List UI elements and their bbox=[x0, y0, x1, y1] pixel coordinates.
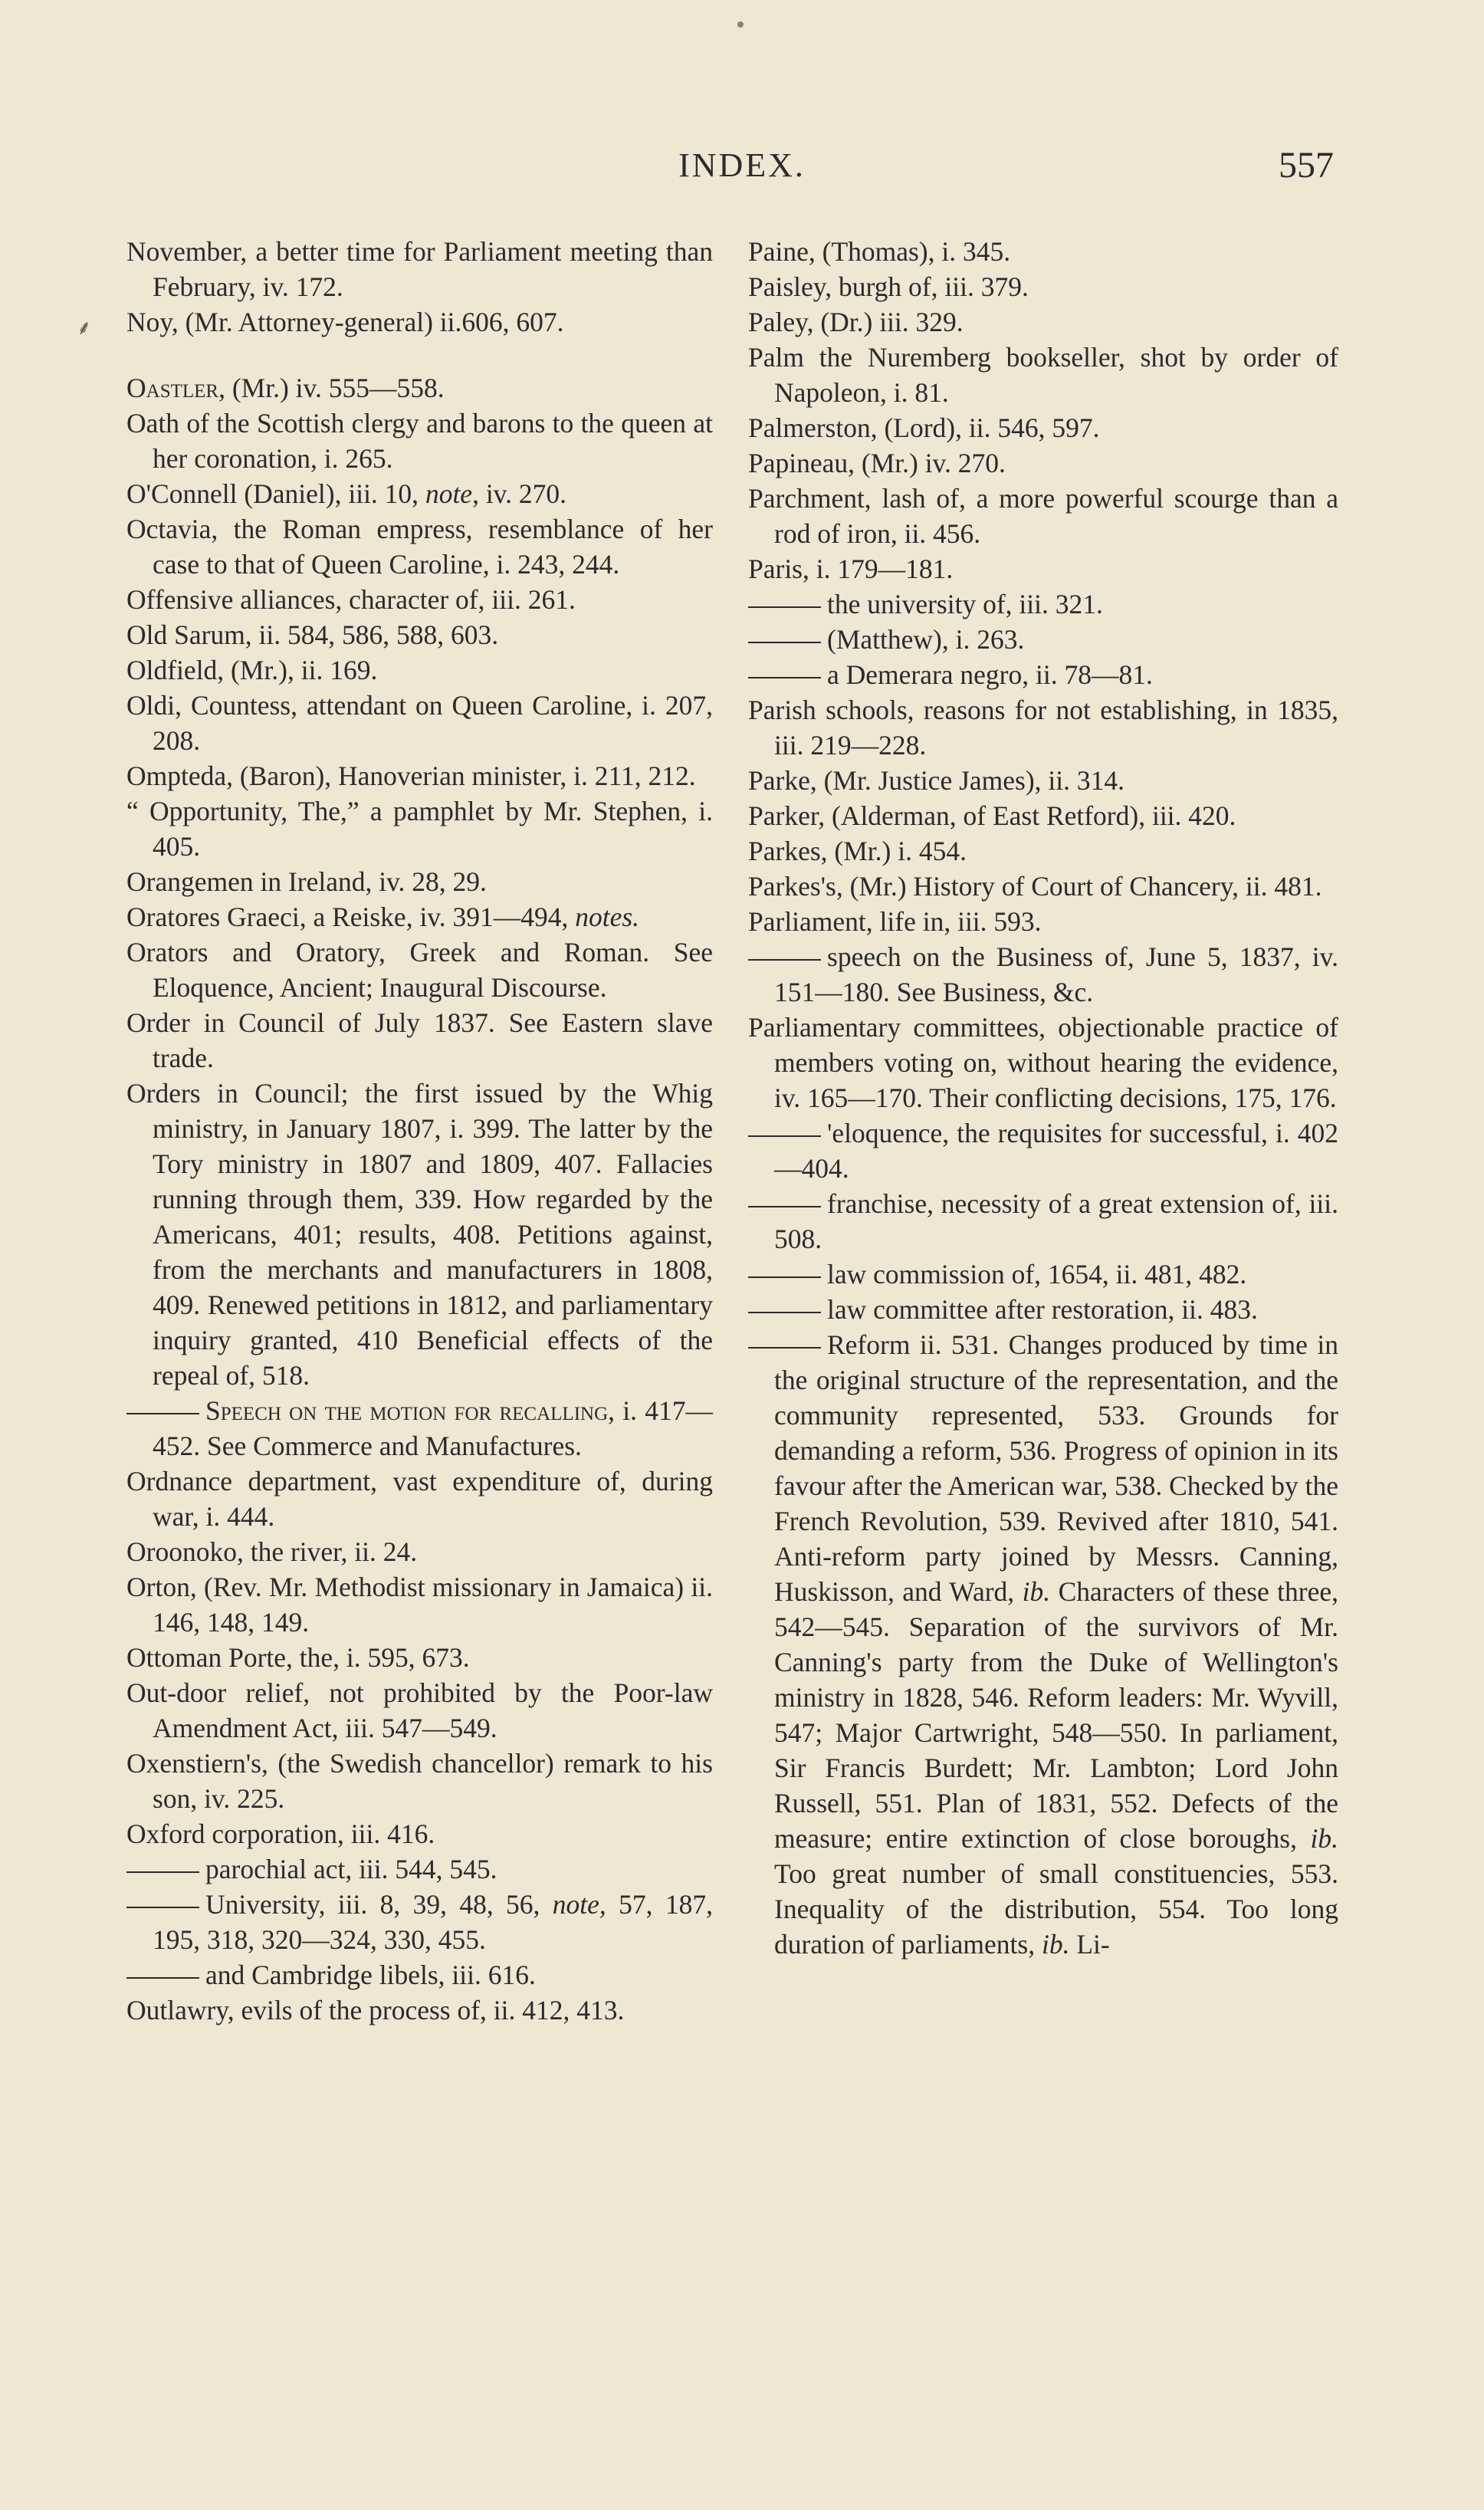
entry-text: speech on the Business of, June 5, 1837, iv. 151—180. See Business, &c. bbox=[774, 941, 1338, 1007]
index-subentry bbox=[748, 1115, 1338, 1186]
entry-italic: ib. bbox=[1042, 1929, 1070, 1960]
index-entry: Paley, (Dr.) iii. 329. bbox=[748, 307, 964, 337]
index-entry bbox=[126, 899, 713, 935]
entry-text: 'eloquence, the requisites for successful, i. 402—404. bbox=[774, 1118, 1338, 1184]
index-subentry bbox=[126, 1887, 713, 1957]
ditto-rule bbox=[748, 1312, 821, 1313]
ditto-rule bbox=[126, 1907, 199, 1908]
entry-text: Too great number of small constituencies, 553. Inequality of the distribution, 554. Too long duration of parliaments, bbox=[774, 1858, 1338, 1960]
index-entry: Parliamentary committees, objectionable practice of members voting on, without hearing the evidence, iv. 165—170. Their conflicting decisions, 175, 176. bbox=[748, 1012, 1338, 1113]
entry-text: a Demerara negro, ii. 78—81. bbox=[827, 659, 1153, 690]
index-entry bbox=[126, 476, 713, 511]
index-subentry bbox=[126, 1851, 713, 1887]
index-entry: Parke, (Mr. Justice James), ii. 314. bbox=[748, 765, 1125, 796]
index-entry: Oldi, Countess, attendant on Queen Caroline, i. 207, 208. bbox=[126, 690, 713, 756]
index-subentry bbox=[126, 1957, 713, 1993]
ditto-rule bbox=[748, 1206, 821, 1207]
index-entry: Offensive alliances, character of, iii. 261. bbox=[126, 584, 576, 615]
index-column-left bbox=[126, 234, 713, 2028]
index-subentry bbox=[748, 622, 1338, 657]
index-column-right bbox=[748, 234, 1338, 1962]
index-entry: Parliament, life in, iii. 593. bbox=[748, 906, 1042, 937]
entry-text: law commission of, 1654, ii. 481, 482. bbox=[827, 1259, 1247, 1289]
index-entry: Oxenstiern's, (the Swedish chancellor) remark to his son, iv. 225. bbox=[126, 1748, 713, 1814]
index-entry: Parkes, (Mr.) i. 454. bbox=[748, 836, 967, 866]
index-entry: Ottoman Porte, the, i. 595, 673. bbox=[126, 1642, 470, 1673]
entry-text: Reform ii. 531. Changes produced by time in the original structure of the representation, and the community represented, 533. Grounds for demanding a reform, 536. Progress of opinion in its favour after the American war, 538. Checked by the French Revolution, 539. Revived after 1810, 541. Anti-reform party joined by Messrs. Canning, Huskisson, and Ward, bbox=[774, 1329, 1338, 1607]
index-entry: “ Opportunity, The,” a pamphlet by Mr. Stephen, i. 405. bbox=[126, 796, 713, 862]
index-entry: Parish schools, reasons for not establishing, in 1835, iii. 219—228. bbox=[748, 695, 1338, 761]
ditto-rule bbox=[748, 606, 821, 608]
entry-text: law committee after restoration, ii. 483. bbox=[827, 1294, 1258, 1325]
entry-italic: notes. bbox=[575, 902, 640, 932]
section-gap bbox=[126, 340, 713, 370]
entry-italic: ib. bbox=[1310, 1823, 1338, 1854]
index-entry: Orton, (Rev. Mr. Methodist missionary in Jamaica) ii. 146, 148, 149. bbox=[126, 1572, 713, 1638]
entry-text: the university of, iii. 321. bbox=[827, 589, 1103, 619]
entry-text: Characters of these three, 542—545. Separation of the survivors of Mr. Canning's party from the Duke of Wellington's ministry in 1828, 546. Reform leaders: Mr. Wyvill, 547; Major Cartwright, 548—550. In parliament, Sir Francis Burdett; Mr. Lambton; Lord John Russell, 551. Plan of 1831, 552. Defects of the measure; entire extinction of close boroughs, bbox=[774, 1576, 1338, 1854]
entry-text: i. 417—452. See Commerce and Manufactures. bbox=[153, 1395, 713, 1461]
index-entry: Octavia, the Roman empress, resemblance of her case to that of Queen Caroline, i. 243, 244. bbox=[126, 514, 713, 580]
entry-text: (Matthew), i. 263. bbox=[827, 624, 1025, 655]
ditto-rule bbox=[748, 1276, 821, 1278]
index-entry: Order in Council of July 1837. See Eastern slave trade. bbox=[126, 1007, 713, 1073]
index-subentry bbox=[748, 1327, 1338, 1962]
entry-italic: ib. bbox=[1022, 1576, 1051, 1607]
page-number: 557 bbox=[1279, 145, 1334, 186]
index-entry: Palm the Nuremberg bookseller, shot by order of Napoleon, i. 81. bbox=[748, 342, 1338, 408]
index-entry: Orators and Oratory, Greek and Roman. See Eloquence, Ancient; Inaugural Discourse. bbox=[126, 937, 713, 1003]
entry-text: O'Connell (Daniel), iii. 10, bbox=[126, 478, 425, 509]
entry-text: (Mr.) iv. 555—558. bbox=[225, 373, 445, 403]
index-entry: Paisley, burgh of, iii. 379. bbox=[748, 271, 1029, 302]
index-subentry bbox=[748, 586, 1338, 622]
ditto-rule bbox=[126, 1977, 199, 1979]
entry-text: University, iii. 8, 39, 48, 56, bbox=[205, 1889, 553, 1920]
entry-text: franchise, necessity of a great extension of, iii. 508. bbox=[774, 1188, 1338, 1254]
index-entry: Oroonoko, the river, ii. 24. bbox=[126, 1536, 418, 1567]
index-entry: Oath of the Scottish clergy and barons to the queen at her coronation, i. 265. bbox=[126, 408, 713, 474]
entry-text: , iv. 270. bbox=[472, 478, 566, 509]
index-entry: Orders in Council; the first issued by the Whig ministry, in January 1807, i. 399. The latter by the Tory ministry in 1807 and 1809, 407. Fallacies running through them, 339. How regarded by the Americans, 401; results, 408. Petitions against, from the merchants and manufacturers in 1808, 409. Renewed petitions in 1812, and parliamentary inquiry granted, 410 Beneficial effects of the repeal of, 518. bbox=[126, 1078, 713, 1391]
index-entry: Outlawry, evils of the process of, ii. 412, 413. bbox=[126, 1995, 625, 2025]
entry-text: Li- bbox=[1069, 1929, 1110, 1960]
entry-heading: Oastler, bbox=[126, 373, 225, 403]
index-subentry bbox=[748, 939, 1338, 1010]
index-entry: Ordnance department, vast expenditure of, during war, i. 444. bbox=[126, 1466, 713, 1532]
entry-heading: Speech on the motion for recalling, bbox=[205, 1395, 615, 1426]
index-subentry bbox=[748, 657, 1338, 692]
margin-mark: ⸙ bbox=[77, 317, 92, 339]
ditto-rule bbox=[748, 677, 821, 678]
entry-text: Oratores Graeci, a Reiske, iv. 391—494, bbox=[126, 902, 576, 932]
index-entry: November, a better time for Parliament meeting than February, iv. 172. bbox=[126, 236, 713, 302]
index-entry: Palmerston, (Lord), ii. 546, 597. bbox=[748, 412, 1100, 443]
index-entry: Old Sarum, ii. 584, 586, 588, 603. bbox=[126, 619, 499, 650]
index-subentry bbox=[126, 1393, 713, 1464]
index-entry: Paine, (Thomas), i. 345. bbox=[748, 236, 1011, 267]
index-entry: Oldfield, (Mr.), ii. 169. bbox=[126, 655, 378, 685]
index-subentry bbox=[748, 1186, 1338, 1257]
index-entry: Paris, i. 179—181. bbox=[748, 554, 954, 584]
ditto-rule bbox=[748, 1135, 821, 1137]
index-entry bbox=[126, 370, 713, 406]
index-entry: Oxford corporation, iii. 416. bbox=[126, 1818, 435, 1849]
ditto-rule bbox=[748, 959, 821, 961]
ditto-rule bbox=[126, 1871, 199, 1873]
ink-speck bbox=[737, 21, 744, 28]
ditto-rule bbox=[126, 1413, 199, 1414]
entry-text: and Cambridge libels, iii. 616. bbox=[205, 1960, 536, 1990]
entry-italic: note, bbox=[552, 1889, 606, 1920]
ditto-rule bbox=[748, 1347, 821, 1349]
index-entry: Parchment, lash of, a more powerful scourge than a rod of iron, ii. 456. bbox=[748, 483, 1338, 549]
ditto-rule bbox=[748, 642, 821, 643]
index-entry: Parkes's, (Mr.) History of Court of Chancery, ii. 481. bbox=[748, 871, 1322, 902]
index-subentry bbox=[748, 1257, 1338, 1292]
index-subentry bbox=[748, 1292, 1338, 1327]
entry-text: 57, 187, 195, 318, 320—324, 330, 455. bbox=[153, 1889, 714, 1955]
index-entry: Papineau, (Mr.) iv. 270. bbox=[748, 448, 1006, 478]
index-entry: Parker, (Alderman, of East Retford), iii. 420. bbox=[748, 800, 1236, 831]
index-entry: Noy, (Mr. Attorney-general) ii.606, 607. bbox=[126, 307, 564, 337]
page-header bbox=[0, 146, 1484, 199]
entry-italic: note bbox=[425, 478, 473, 509]
index-entry: Ompteda, (Baron), Hanoverian minister, i. 211, 212. bbox=[126, 761, 696, 791]
entry-text: parochial act, iii. 544, 545. bbox=[205, 1854, 497, 1884]
index-entry: Orangemen in Ireland, iv. 28, 29. bbox=[126, 866, 487, 897]
index-entry: Out-door relief, not prohibited by the Poor-law Amendment Act, iii. 547—549. bbox=[126, 1677, 713, 1743]
running-head: INDEX. bbox=[678, 146, 806, 184]
